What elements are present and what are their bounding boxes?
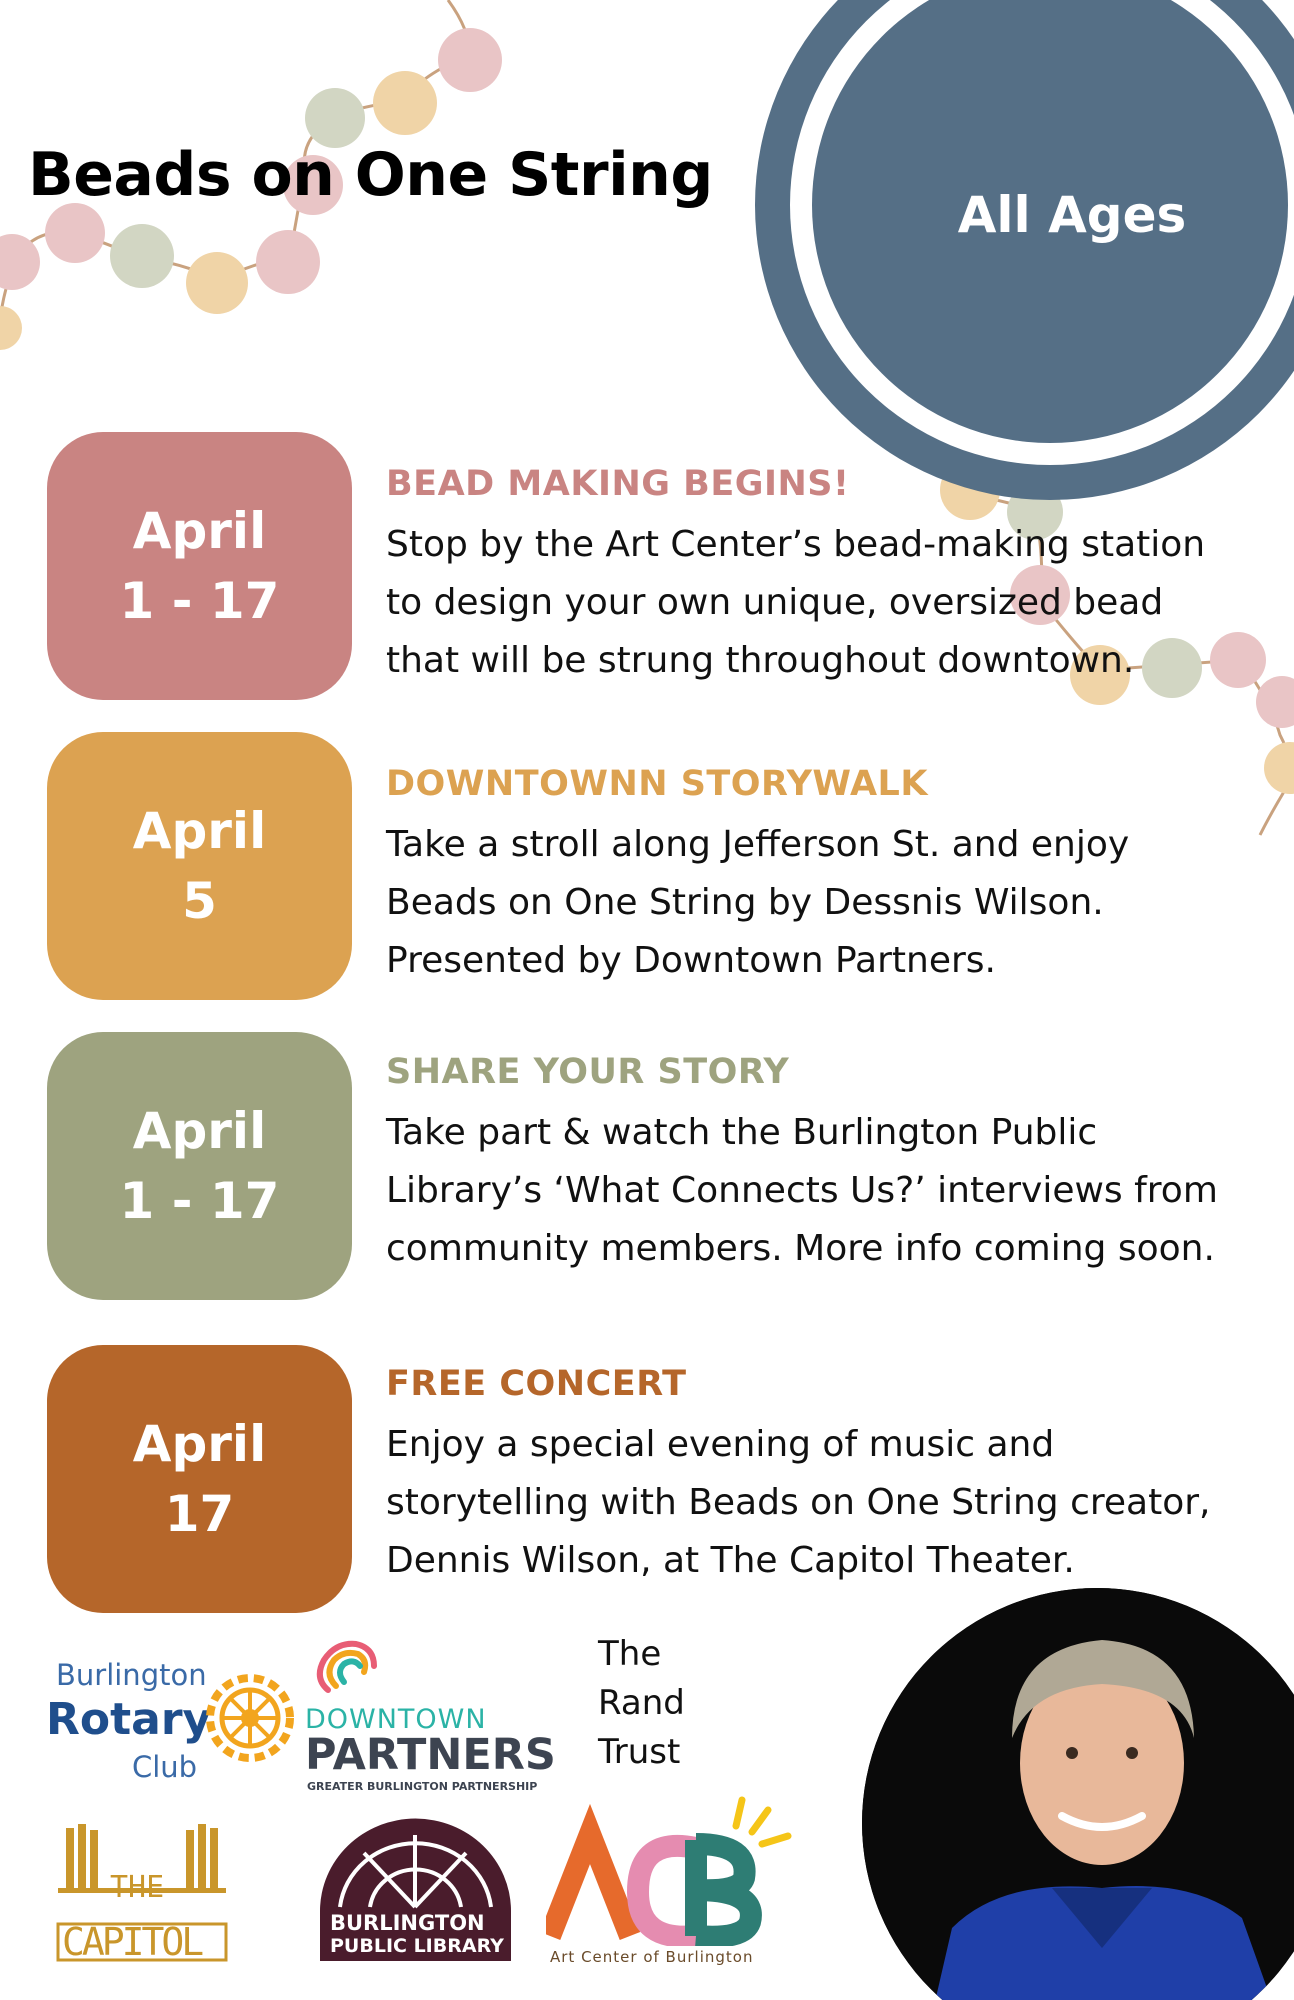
date-days: 5 [182,872,217,930]
event-description-line: Take part & watch the Burlington Public [386,1112,1098,1153]
event-description [386,1104,1266,1278]
date-box-free-concert [47,1345,352,1613]
age-badge-label: All Ages [957,186,1187,244]
date-days: 17 [164,1485,235,1543]
event-description-line: Enjoy a special evening of music and [386,1424,1055,1465]
date-month: April [132,1415,267,1473]
downtown-partners-logo [305,1630,556,1793]
event-description-line: storytelling with Beads on One String creator, [386,1482,1211,1523]
event-description-line: community members. More info coming soon. [386,1228,1215,1269]
event-description-line: Beads on One String by Dessnis Wilson. [386,882,1104,923]
library-line2: PUBLIC LIBRARY [330,1935,504,1957]
downtown-line2: PARTNERS [305,1730,556,1780]
rotary-club-logo [46,1658,296,1788]
rand-line3: Trust [598,1732,681,1772]
capitol-line2: CAPITOL [62,1920,202,1964]
downtown-partners-icon [308,1630,394,1700]
bead [0,306,22,350]
art-center-logo [546,1796,796,1971]
date-box-share-story [47,1032,352,1300]
event-description-line: Library’s ‘What Connects Us?’ interviews from [386,1170,1218,1211]
event-title: DOWNTOWNN STORYWALK [386,764,928,804]
event-description-line: Presented by Downtown Partners. [386,940,996,981]
bead [1264,742,1294,794]
downtown-line3: GREATER BURLINGTON PARTNERSHIP [307,1780,538,1793]
rotary-line3: Club [132,1750,198,1784]
rand-line1: The [598,1634,662,1674]
bead [45,203,105,263]
bead [186,252,248,314]
bead [305,88,365,148]
event-description [386,516,1266,690]
event-description-line: to design your own unique, oversized bead [386,582,1164,623]
bead [256,230,320,294]
event-description [386,816,1266,990]
capitol-line1: THE [110,1870,165,1905]
event-description-line: Stop by the Art Center’s bead-making station [386,524,1206,565]
date-days: 1 - 17 [119,1172,280,1230]
date-month: April [132,802,267,860]
capitol-theater-logo [50,1820,235,1965]
event-description-line: that will be strung throughout downtown. [386,640,1135,681]
event-description [386,1416,1266,1590]
date-days: 1 - 17 [119,572,280,630]
event-description-line: Take a stroll along Jefferson St. and enjoy [386,824,1130,865]
page-title: Beads on One String [28,140,713,210]
event-title: FREE CONCERT [386,1364,687,1404]
date-month: April [132,502,267,560]
date-box-bead-making [47,432,352,700]
downtown-line1: DOWNTOWN [305,1704,487,1735]
bead [0,234,40,290]
event-description-line: Dennis Wilson, at The Capitol Theater. [386,1540,1075,1581]
bead [373,71,437,135]
rotary-line2: Rotary [46,1694,212,1745]
date-box-storywalk [47,732,352,1000]
bead [438,28,502,92]
burlington-library-logo [318,1815,513,1963]
library-line1: BURLINGTON [330,1911,485,1935]
rotary-wheel-icon [204,1672,296,1764]
rand-trust-logo [598,1630,718,1780]
event-title: BEAD MAKING BEGINS! [386,464,850,504]
acb-caption: Art Center of Burlington [550,1948,754,1966]
acb-letters-icon [546,1796,796,1946]
date-month: April [132,1102,267,1160]
bead [110,224,174,288]
event-title: SHARE YOUR STORY [386,1052,790,1092]
rotary-line1: Burlington [56,1658,207,1692]
rand-line2: Rand [598,1683,685,1723]
